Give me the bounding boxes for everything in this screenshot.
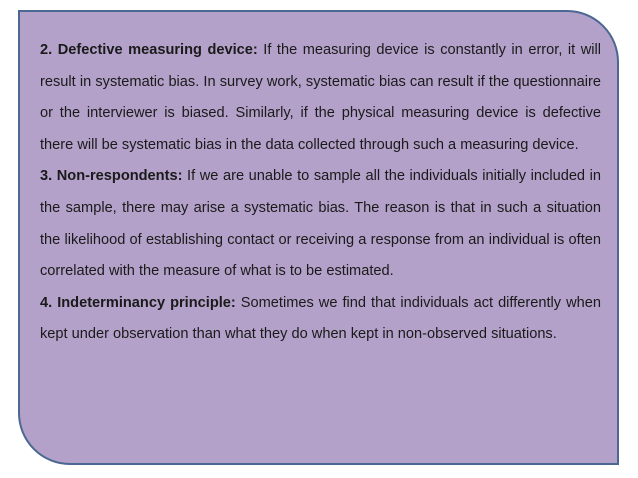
point-heading: 2. Defective measuring device:: [40, 42, 258, 58]
point-heading: 4. Indeterminancy principle:: [40, 294, 236, 311]
point-text: If we are unable to sample all the individuals initially included in the sample, there may arise a systematic bias. The reason is that in such a situation the likelihood of establishing contact or receiving a response from an individual is often correlated with the measure of what is to be estimated.: [40, 168, 602, 280]
content-panel: [18, 10, 619, 465]
point-indeterminancy-principle: [40, 288, 601, 351]
point-text: Sometimes we find that individuals act differently when kept under observation than what they do when kept in non-observed situations.: [40, 294, 601, 343]
point-heading: 3. Non-respondents:: [40, 168, 183, 185]
point-defective-measuring-device: [40, 35, 601, 161]
point-text: If the measuring device is constantly in error, it will result in systematic bias. In survey work, systematic bias can result if the questionnaire or the interviewer is biased. Similarly, if the physical measuring device is defective there will be systematic bias in the data collected through such a measuring device.: [40, 42, 602, 153]
point-non-respondents: [40, 161, 601, 287]
text-body: [40, 35, 601, 351]
